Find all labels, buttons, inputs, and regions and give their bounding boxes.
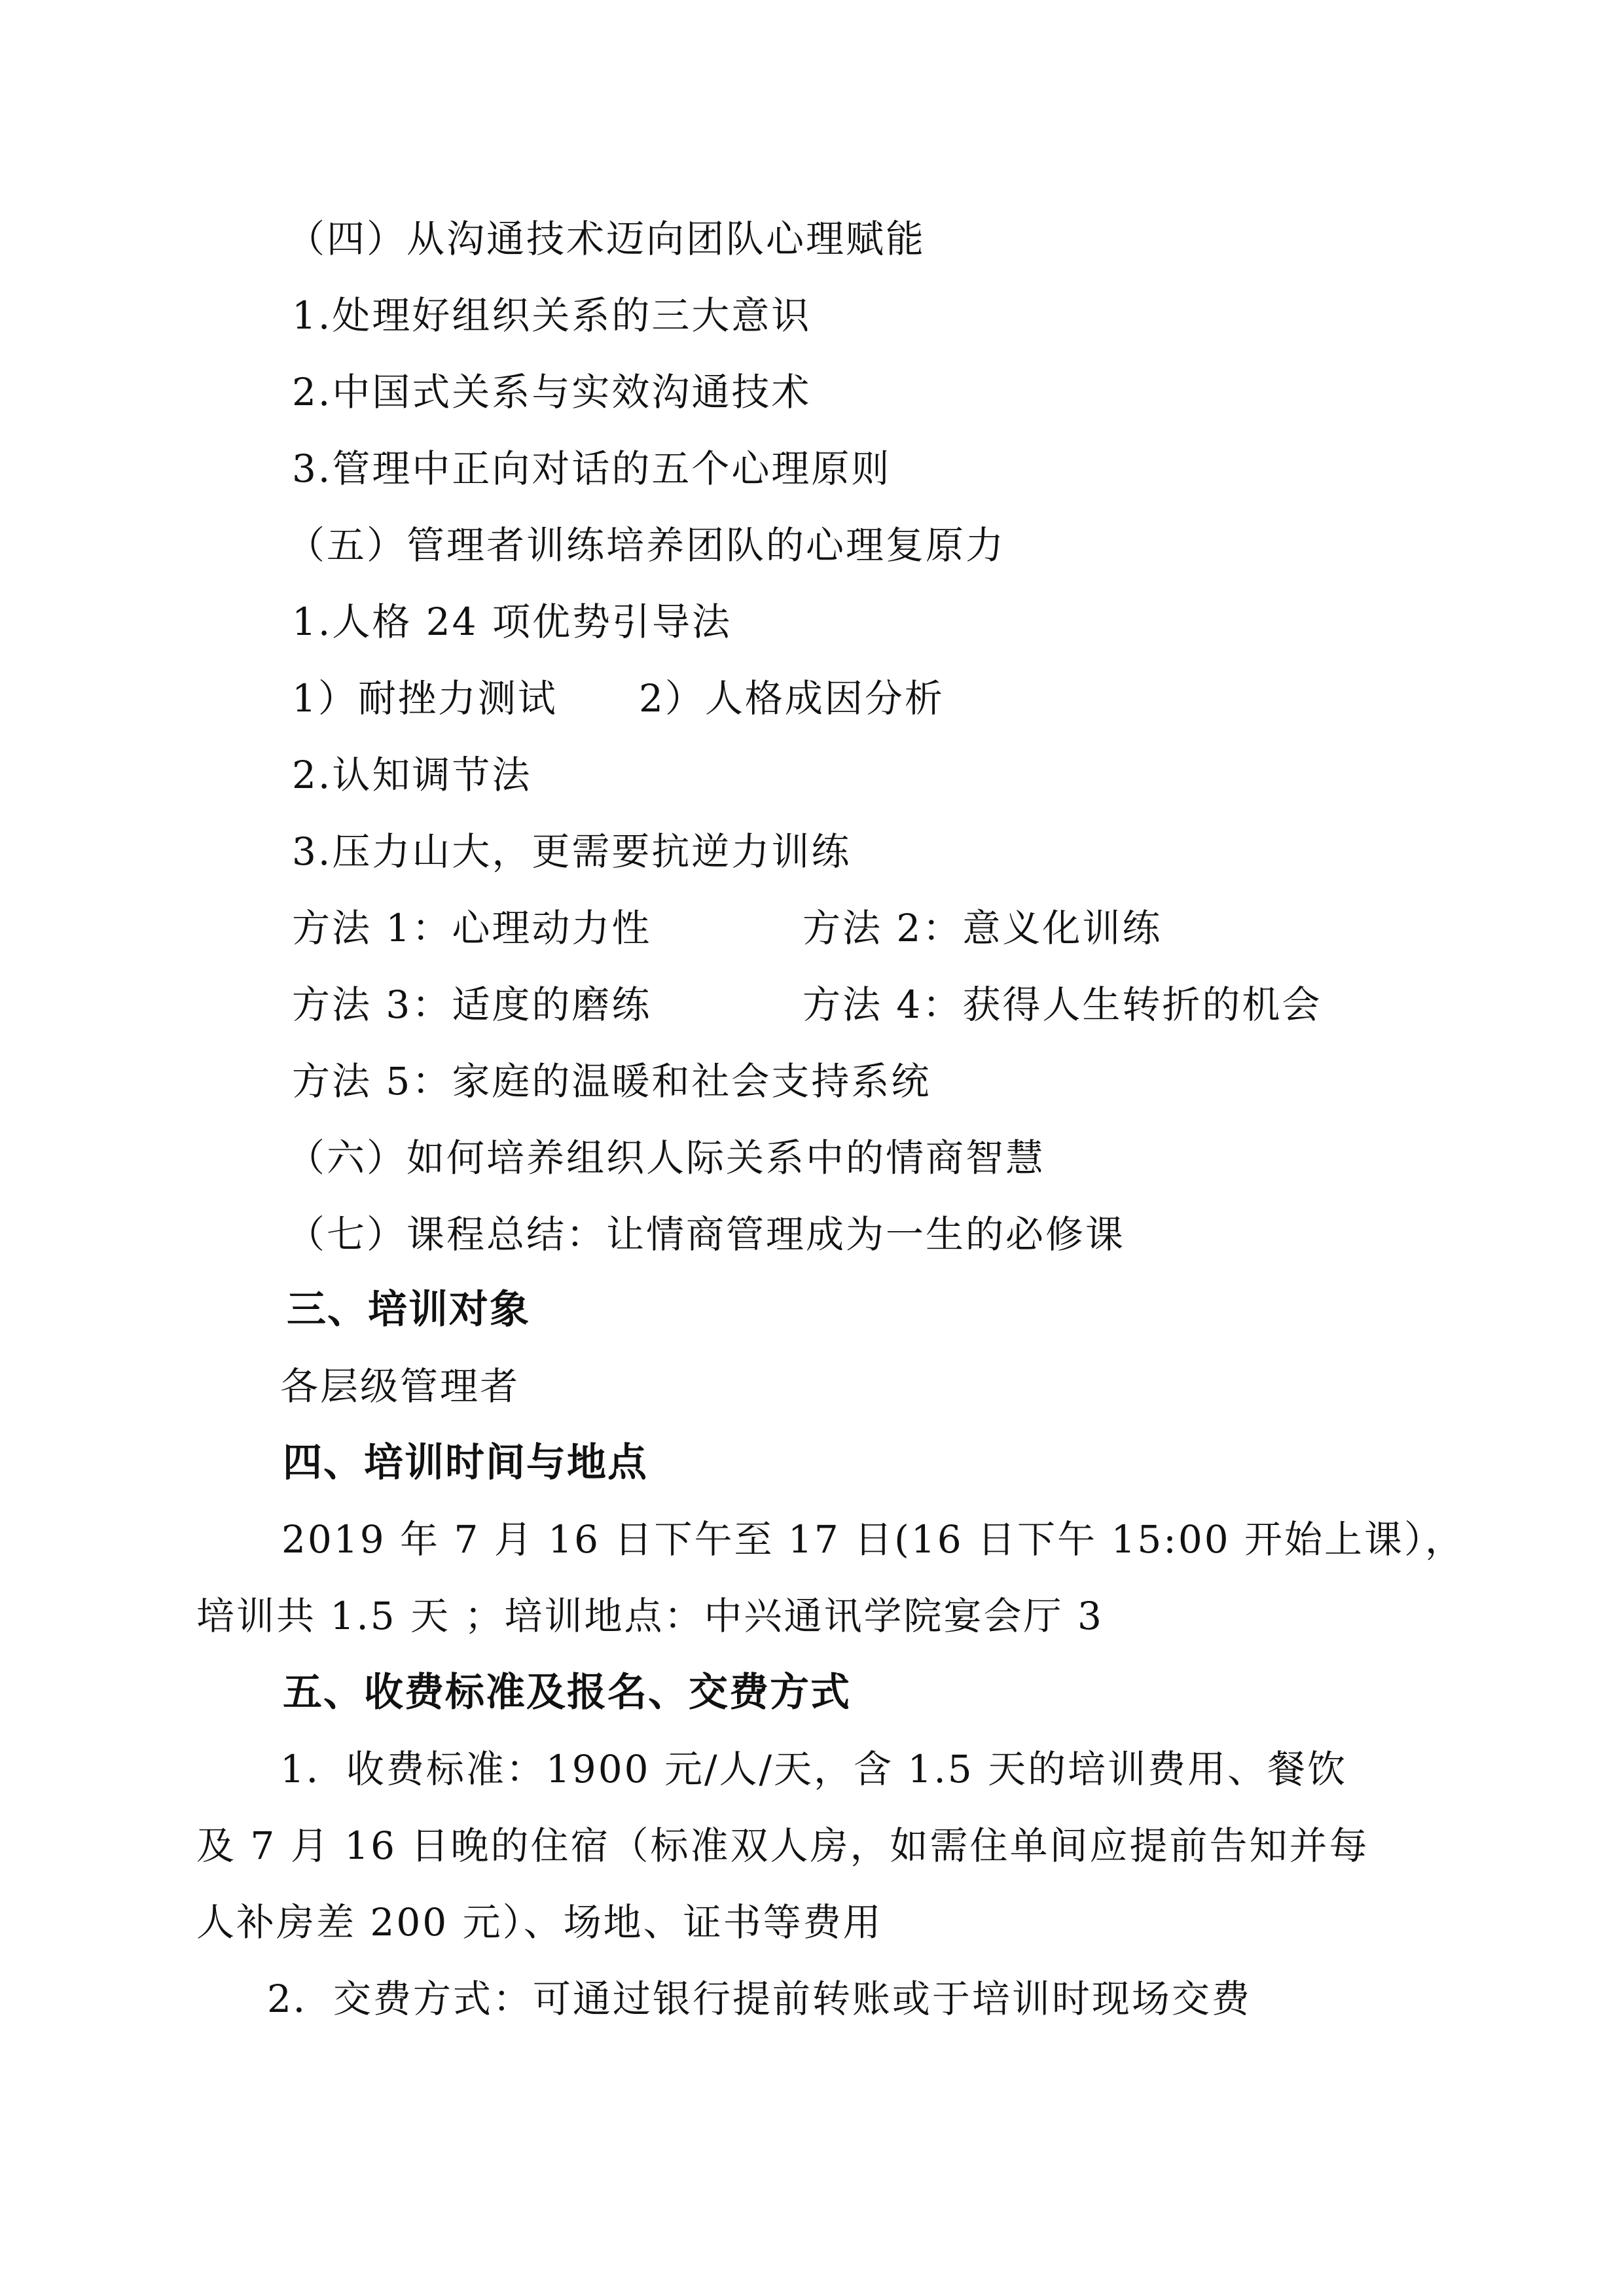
section-five-item-2: 2.认知调节法 <box>292 753 532 797</box>
time-place-line-2: 培训共 1.5 天 ；培训地点：中兴通讯学院宴会厅 3 <box>196 1594 1104 1638</box>
time-place-line-1: 2019 年 7 月 16 日下午至 17 日(16 日下午 15:00 开始上课）， <box>281 1517 1466 1562</box>
section-five-title: （五）管理者训练培养团队的心理复原力 <box>287 523 1006 567</box>
method-5: 方法 5：家庭的温暖和社会支持系统 <box>292 1059 931 1103</box>
section-six-title: （六）如何培养组织人际关系中的情商智慧 <box>287 1136 1046 1180</box>
section-five-item-1: 1.人格 24 项优势引导法 <box>292 600 732 644</box>
section-four-item-1: 1.处理好组织关系的三大意识 <box>292 293 812 338</box>
payment-method-line: 2．交费方式：可通过银行提前转账或于培训时现场交费 <box>267 1977 1252 2021</box>
section-four-item-3: 3.管理中正向对话的五个心理原则 <box>292 446 892 491</box>
section-seven-title: （七）课程总结：让情商管理成为一生的必修课 <box>287 1212 1126 1257</box>
time-place-heading: 四、培训时间与地点 <box>283 1440 648 1486</box>
fee-standard-line-1: 1．收费标准：1900 元/人/天，含 1.5 天的培训费用、餐饮 <box>280 1747 1348 1791</box>
fees-heading: 五、收费标准及报名、交费方式 <box>283 1670 851 1715</box>
method-3: 方法 3：适度的磨练 <box>292 982 652 1027</box>
audience-heading: 三、培训对象 <box>287 1287 530 1333</box>
audience-text: 各层级管理者 <box>280 1364 520 1408</box>
fee-standard-line-2: 及 7 月 16 日晚的住宿（标准双人房，如需住单间应提前告知并每 <box>196 1823 1369 1868</box>
fee-standard-line-3: 人补房差 200 元）、场地、证书等费用 <box>196 1900 883 1945</box>
method-4: 方法 4：获得人生转折的机会 <box>803 982 1322 1027</box>
section-five-sub-a: 1）耐挫力测试 <box>292 676 558 721</box>
section-five-item-3: 3.压力山大，更需要抗逆力训练 <box>292 829 852 874</box>
method-1: 方法 1：心理动力性 <box>292 906 652 950</box>
section-four-title: （四）从沟通技术迈向团队心理赋能 <box>287 217 926 261</box>
section-five-sub-b: 2）人格成因分析 <box>639 676 945 721</box>
method-2: 方法 2：意义化训练 <box>803 906 1163 950</box>
section-four-item-2: 2.中国式关系与实效沟通技术 <box>292 370 812 414</box>
